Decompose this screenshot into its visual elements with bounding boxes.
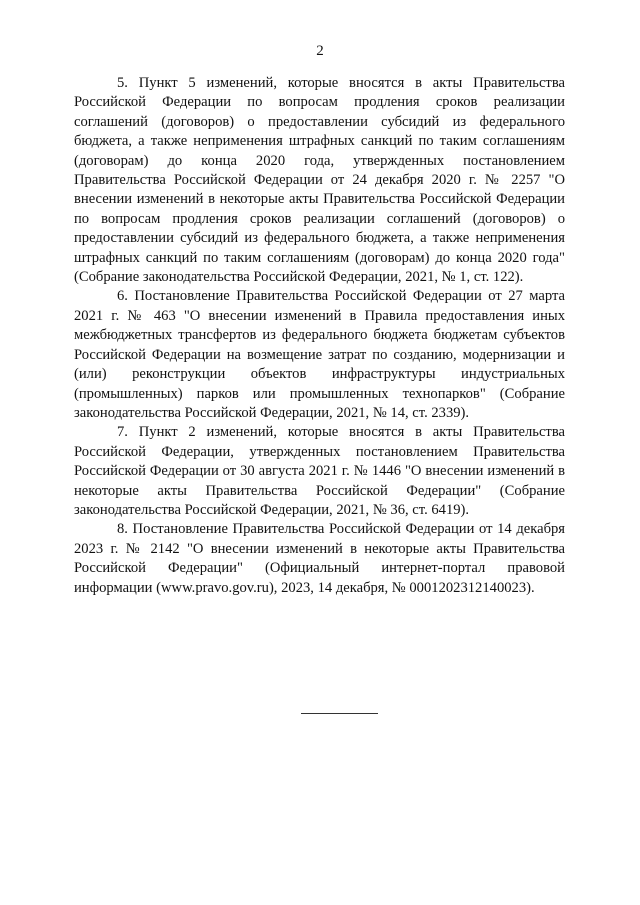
paragraph-item-6: 6. Постановление Правительства Российской Федерации от 27 марта 2021 г. № 463 "О внесении изменений в Правила предоставления иных межбюджетных трансфертов из федерального бюджета бюджетам субъектов Российской Федерации на возмещение затрат по созданию, модернизации и (или) реконструкции объектов инфраструктуры индустриальных (промышленных) парков или промышленных технопарков" (Собрание законодательства Российской Федерации, 2021, № 14, ст. 2339).	[74, 288, 565, 421]
document-body	[74, 74, 565, 598]
end-divider	[301, 713, 378, 714]
page-number: 2	[316, 43, 324, 59]
paragraph-item-5: 5. Пункт 5 изменений, которые вносятся в акты Правительства Российской Федерации по вопросам продления сроков реализации соглашений (договоров) о предоставлении субсидий из федерального бюджета, а также неприменения штрафных санкций по таким соглашениям (договорам) до конца 2020 года, утвержденных постановлением Правительства Российской Федерации от 24 декабря 2020 г. № 2257 "О внесении изменений в некоторые акты Правительства Российской Федерации по вопросам продления сроков реализации соглашений (договоров) о предоставлении субсидий из федерального бюджета, а также неприменения штрафных санкций по таким соглашениям (договорам) до конца 2020 года" (Собрание законодательства Российской Федерации, 2021, № 1, ст. 122).	[74, 75, 565, 286]
paragraph-item-8: 8. Постановление Правительства Российской Федерации от 14 декабря 2023 г. № 2142 "О внесении изменений в некоторые акты Правительства Российской Федерации" (Официальный интернет-портал правовой информации (www.pravo.gov.ru), 2023, 14 декабря, № 0001202312140023).	[74, 521, 565, 596]
paragraph-item-7: 7. Пункт 2 изменений, которые вносятся в акты Правительства Российской Федерации, утвержденных постановлением Правительства Российской Федерации от 30 августа 2021 г. № 1446 "О внесении изменений в некоторые акты Правительства Российской Федерации" (Собрание законодательства Российской Федерации, 2021, № 36, ст. 6419).	[74, 424, 565, 518]
